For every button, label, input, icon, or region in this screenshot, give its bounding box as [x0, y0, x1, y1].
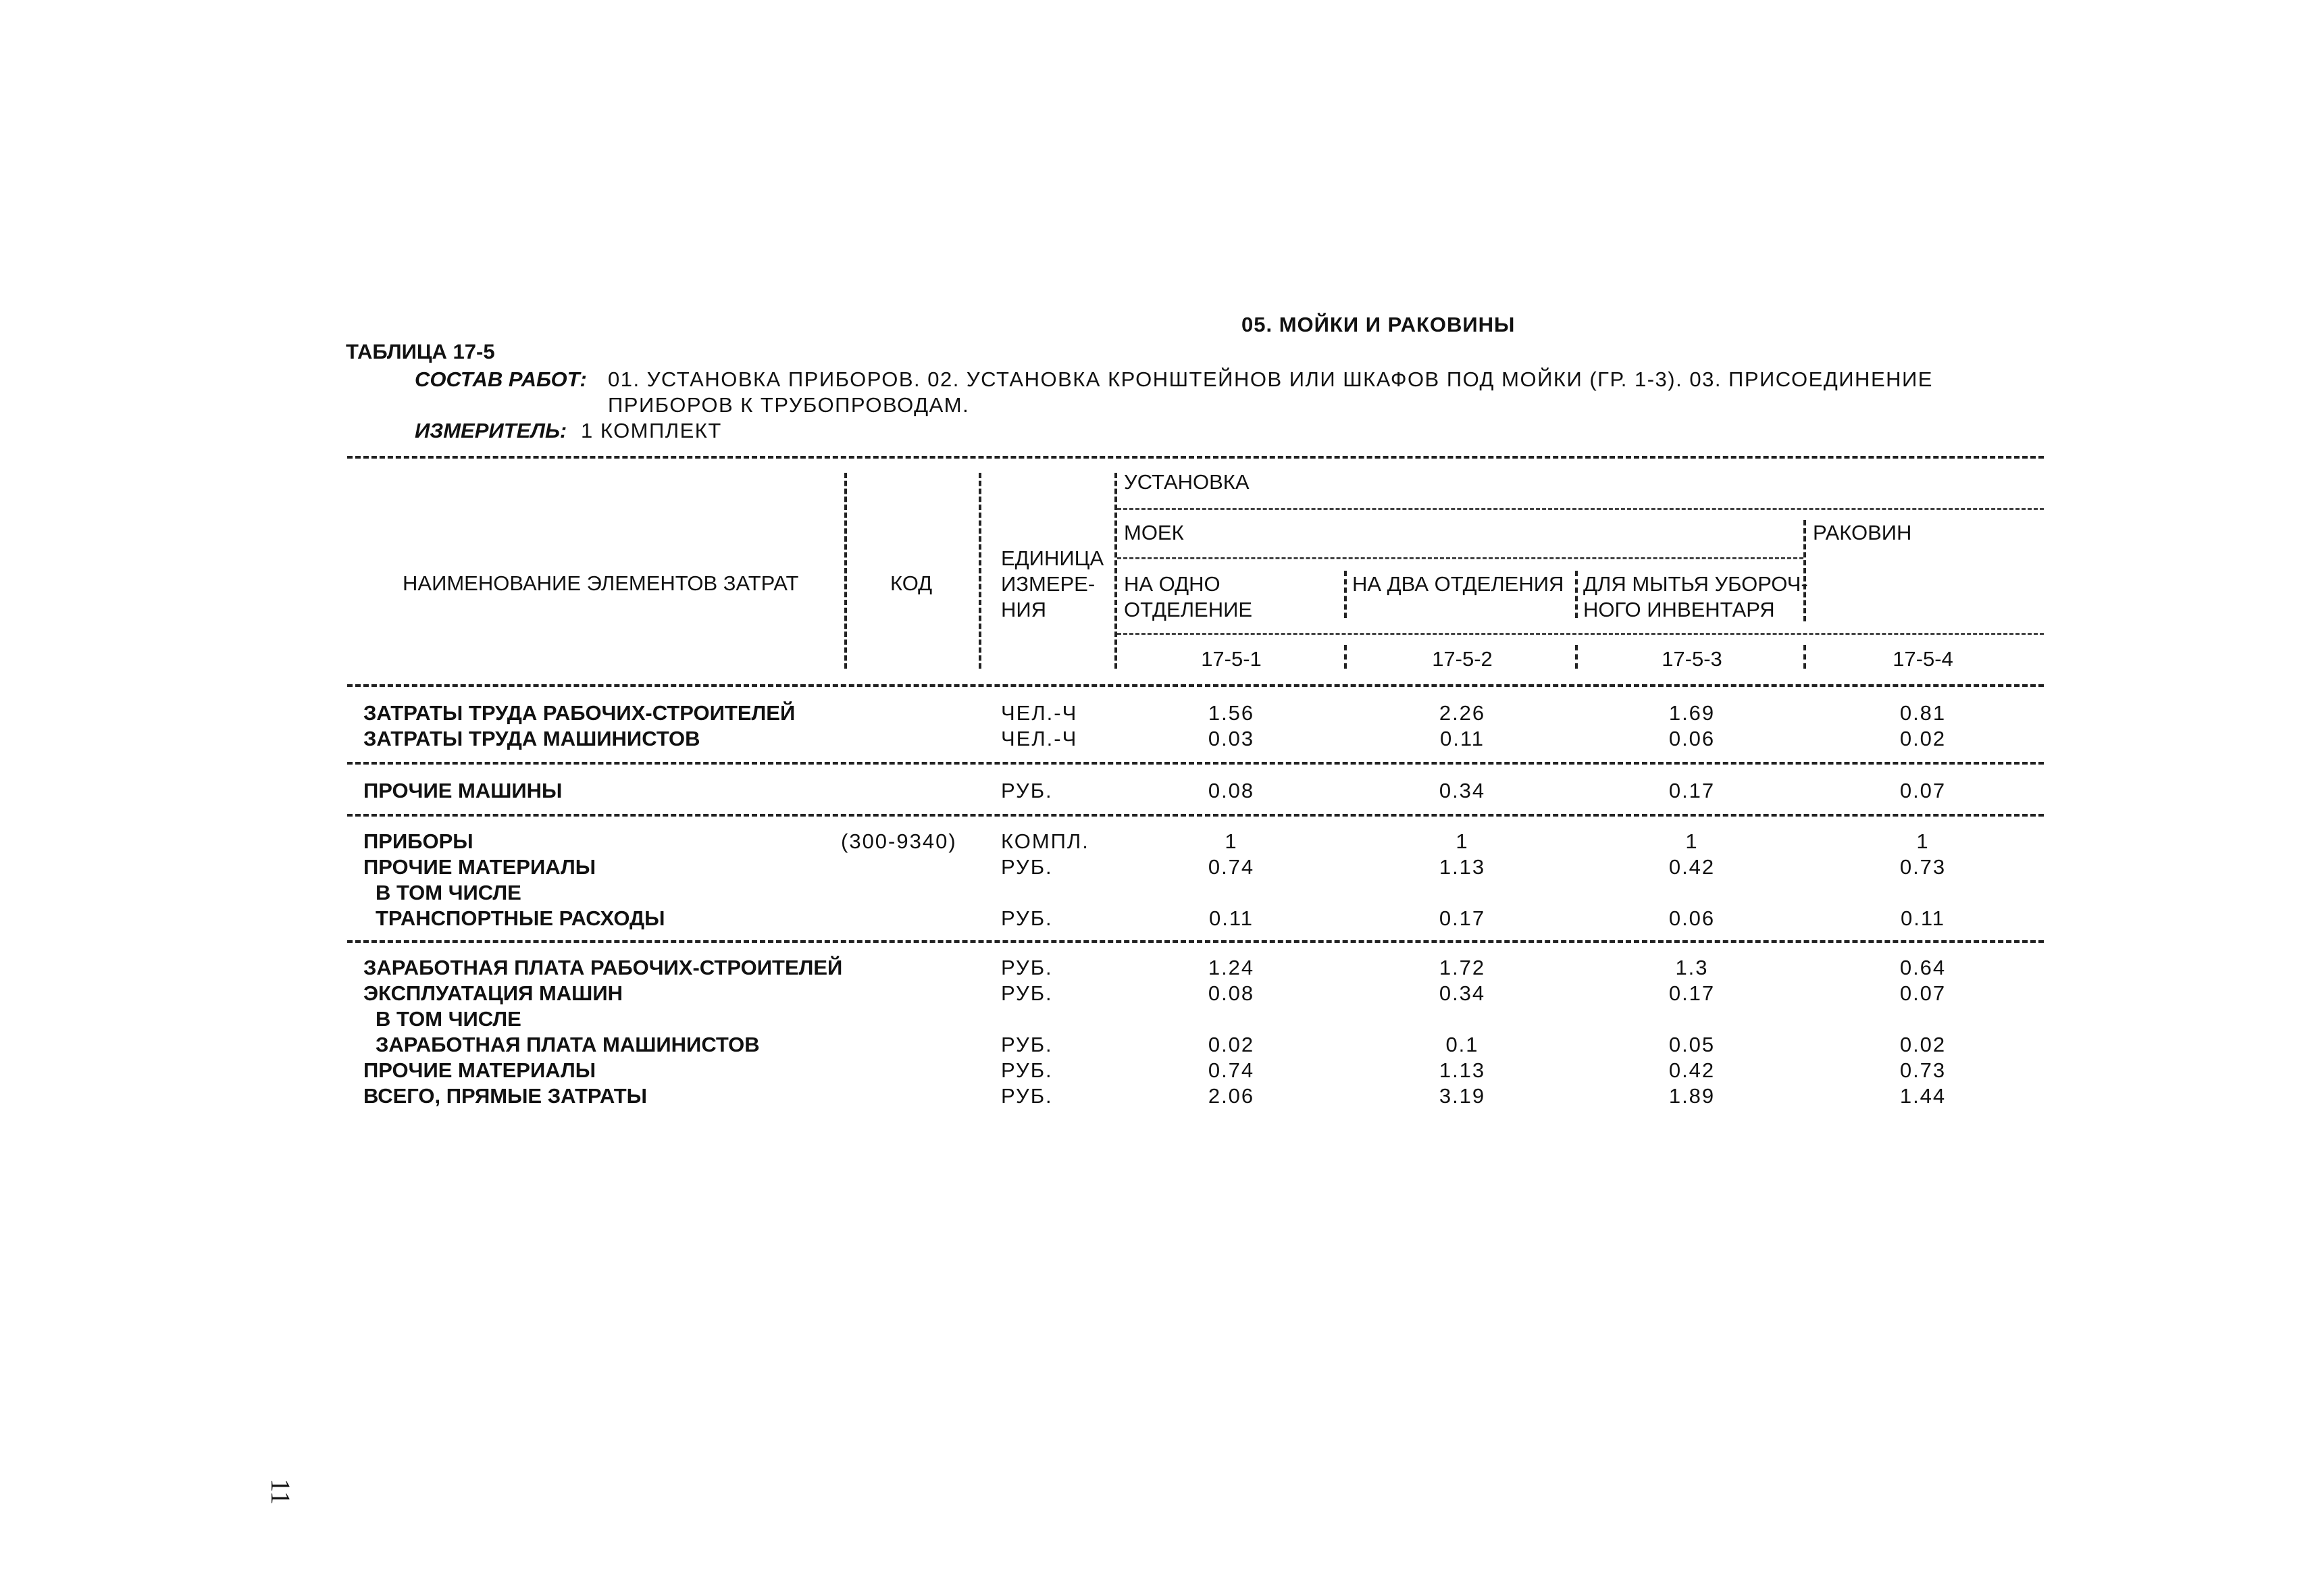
column-header-unit-line1: ЕДИНИЦА	[1001, 546, 1104, 570]
row-name: ПРОЧИЕ МАТЕРИАЛЫ	[363, 855, 596, 879]
row-value: 0.42	[1668, 855, 1716, 879]
row-name: ПРОЧИЕ МАТЕРИАЛЫ	[363, 1058, 596, 1082]
row-value: 0.07	[1899, 779, 1947, 802]
row-value: 1.13	[1439, 855, 1486, 879]
group-rule	[347, 814, 2044, 817]
row-value: 1	[1916, 829, 1930, 853]
row-value: 3.19	[1439, 1084, 1486, 1108]
header-inner-rule	[1117, 508, 2044, 510]
row-value: 0.1	[1445, 1033, 1479, 1056]
sub-header-one-line2: ОТДЕЛЕНИЕ	[1124, 598, 1253, 621]
group-header-basins: РАКОВИН	[1813, 521, 1912, 544]
column-header-unit-line2: ИЗМЕРЕ-	[1001, 572, 1096, 596]
row-unit: РУБ.	[1001, 981, 1053, 1005]
row-value: 0.42	[1668, 1058, 1716, 1082]
header-inner-rule	[1117, 633, 2044, 635]
row-name: ПРИБОРЫ	[363, 829, 473, 853]
row-value: 0.34	[1439, 779, 1486, 802]
header-inner-rule	[1117, 557, 1803, 559]
column-code-4: 17-5-4	[1893, 647, 1953, 671]
row-value: 1.24	[1208, 956, 1255, 979]
row-value: 2.26	[1439, 701, 1486, 725]
table-label: ТАБЛИЦА 17-5	[346, 340, 495, 363]
column-header-unit-line3: НИЯ	[1001, 598, 1047, 621]
row-value: 0.08	[1208, 779, 1255, 802]
column-header-name: НАИМЕНОВАНИЕ ЭЛЕМЕНТОВ ЗАТРАТ	[403, 571, 799, 595]
row-value: 1	[1456, 829, 1469, 853]
row-value: 1	[1685, 829, 1699, 853]
group-header-install: УСТАНОВКА	[1124, 470, 1250, 494]
sub-header-utility-line1: ДЛЯ МЫТЬЯ УБОРОЧ-	[1583, 572, 1808, 596]
row-value: 0.08	[1208, 981, 1255, 1005]
row-value: 1.3	[1675, 956, 1709, 979]
measure-value: 1 КОМПЛЕКТ	[581, 419, 722, 442]
row-value: 0.64	[1899, 956, 1947, 979]
row-code: (300-9340)	[841, 829, 957, 853]
row-value: 0.73	[1899, 855, 1947, 879]
row-value: 0.02	[1208, 1033, 1255, 1056]
column-code-1: 17-5-1	[1201, 647, 1262, 671]
row-unit: РУБ.	[1001, 956, 1053, 979]
row-value: 0.74	[1208, 855, 1255, 879]
row-unit: РУБ.	[1001, 906, 1053, 930]
row-unit: РУБ.	[1001, 1084, 1053, 1108]
group-rule	[347, 940, 2044, 943]
header-divider	[1344, 571, 1347, 618]
row-value: 0.07	[1899, 981, 1947, 1005]
row-value: 0.06	[1668, 727, 1716, 750]
sub-header-two: НА ДВА ОТДЕЛЕНИЯ	[1352, 572, 1564, 596]
column-header-code: КОД	[890, 571, 933, 595]
row-value: 1.44	[1899, 1084, 1947, 1108]
row-value: 0.02	[1899, 727, 1947, 750]
header-divider	[844, 473, 847, 669]
row-name: В ТОМ ЧИСЛЕ	[376, 1007, 521, 1031]
row-value: 0.17	[1668, 981, 1716, 1005]
column-code-2: 17-5-2	[1432, 647, 1493, 671]
row-value: 0.17	[1668, 779, 1716, 802]
section-title: 05. МОЙКИ И РАКОВИНЫ	[1241, 313, 1516, 336]
row-value: 0.03	[1208, 727, 1255, 750]
row-unit: РУБ.	[1001, 1058, 1053, 1082]
row-value: 0.11	[1208, 906, 1254, 930]
header-divider	[1575, 571, 1578, 618]
row-unit: ЧЕЛ.-Ч	[1001, 727, 1078, 750]
row-name: ПРОЧИЕ МАШИНЫ	[363, 779, 563, 802]
row-unit: РУБ.	[1001, 855, 1053, 879]
row-value: 1.72	[1439, 956, 1486, 979]
row-value: 0.11	[1439, 727, 1485, 750]
row-name: ТРАНСПОРТНЫЕ РАСХОДЫ	[376, 906, 665, 930]
sub-header-one-line1: НА ОДНО	[1124, 572, 1220, 596]
row-value: 0.05	[1668, 1033, 1716, 1056]
row-value: 0.17	[1439, 906, 1486, 930]
sub-header-utility-line2: НОГО ИНВЕНТАРЯ	[1583, 598, 1775, 621]
composition-text-line1: 01. УСТАНОВКА ПРИБОРОВ. 02. УСТАНОВКА КРОНШТЕЙНОВ ИЛИ ШКАФОВ ПОД МОЙКИ (ГР. 1-3). 03. ПРИСОЕДИНЕНИЕ	[608, 367, 1933, 391]
row-unit: РУБ.	[1001, 779, 1053, 802]
row-name: ЗАТРАТЫ ТРУДА МАШИНИСТОВ	[363, 727, 700, 750]
row-name: ВСЕГО, ПРЯМЫЕ ЗАТРАТЫ	[363, 1084, 647, 1108]
page-number: 11	[265, 1478, 296, 1505]
group-header-sinks: МОЕК	[1124, 521, 1184, 544]
table-top-rule	[347, 456, 2044, 459]
group-rule	[347, 762, 2044, 765]
row-value: 1.69	[1668, 701, 1716, 725]
header-bottom-rule	[347, 684, 2044, 687]
header-divider	[979, 473, 981, 669]
row-unit: РУБ.	[1001, 1033, 1053, 1056]
row-name: ЭКСПЛУАТАЦИЯ МАШИН	[363, 981, 623, 1005]
row-unit: ЧЕЛ.-Ч	[1001, 701, 1078, 725]
row-name: ЗАРАБОТНАЯ ПЛАТА РАБОЧИХ-СТРОИТЕЛЕЙ	[363, 956, 843, 979]
header-divider	[1114, 473, 1117, 669]
composition-label: СОСТАВ РАБОТ:	[415, 367, 587, 391]
row-name: ЗАРАБОТНАЯ ПЛАТА МАШИНИСТОВ	[376, 1033, 760, 1056]
row-value: 0.11	[1900, 906, 1946, 930]
row-value: 1.56	[1208, 701, 1255, 725]
row-value: 1.13	[1439, 1058, 1486, 1082]
row-value: 0.34	[1439, 981, 1486, 1005]
row-value: 0.81	[1899, 701, 1947, 725]
header-divider	[1803, 520, 1806, 621]
row-unit: КОМПЛ.	[1001, 829, 1089, 853]
row-value: 0.06	[1668, 906, 1716, 930]
row-name: В ТОМ ЧИСЛЕ	[376, 881, 521, 904]
row-value: 1.89	[1668, 1084, 1716, 1108]
header-divider	[1344, 645, 1347, 669]
header-divider	[1803, 645, 1806, 669]
column-code-3: 17-5-3	[1662, 647, 1722, 671]
composition-text-line2: ПРИБОРОВ К ТРУБОПРОВОДАМ.	[608, 393, 970, 417]
row-value: 0.02	[1899, 1033, 1947, 1056]
header-divider	[1575, 645, 1578, 669]
row-value: 0.74	[1208, 1058, 1255, 1082]
row-value: 0.73	[1899, 1058, 1947, 1082]
row-name: ЗАТРАТЫ ТРУДА РАБОЧИХ-СТРОИТЕЛЕЙ	[363, 701, 796, 725]
measure-label: ИЗМЕРИТЕЛЬ:	[415, 419, 567, 442]
row-value: 1	[1225, 829, 1238, 853]
row-value: 2.06	[1208, 1084, 1255, 1108]
